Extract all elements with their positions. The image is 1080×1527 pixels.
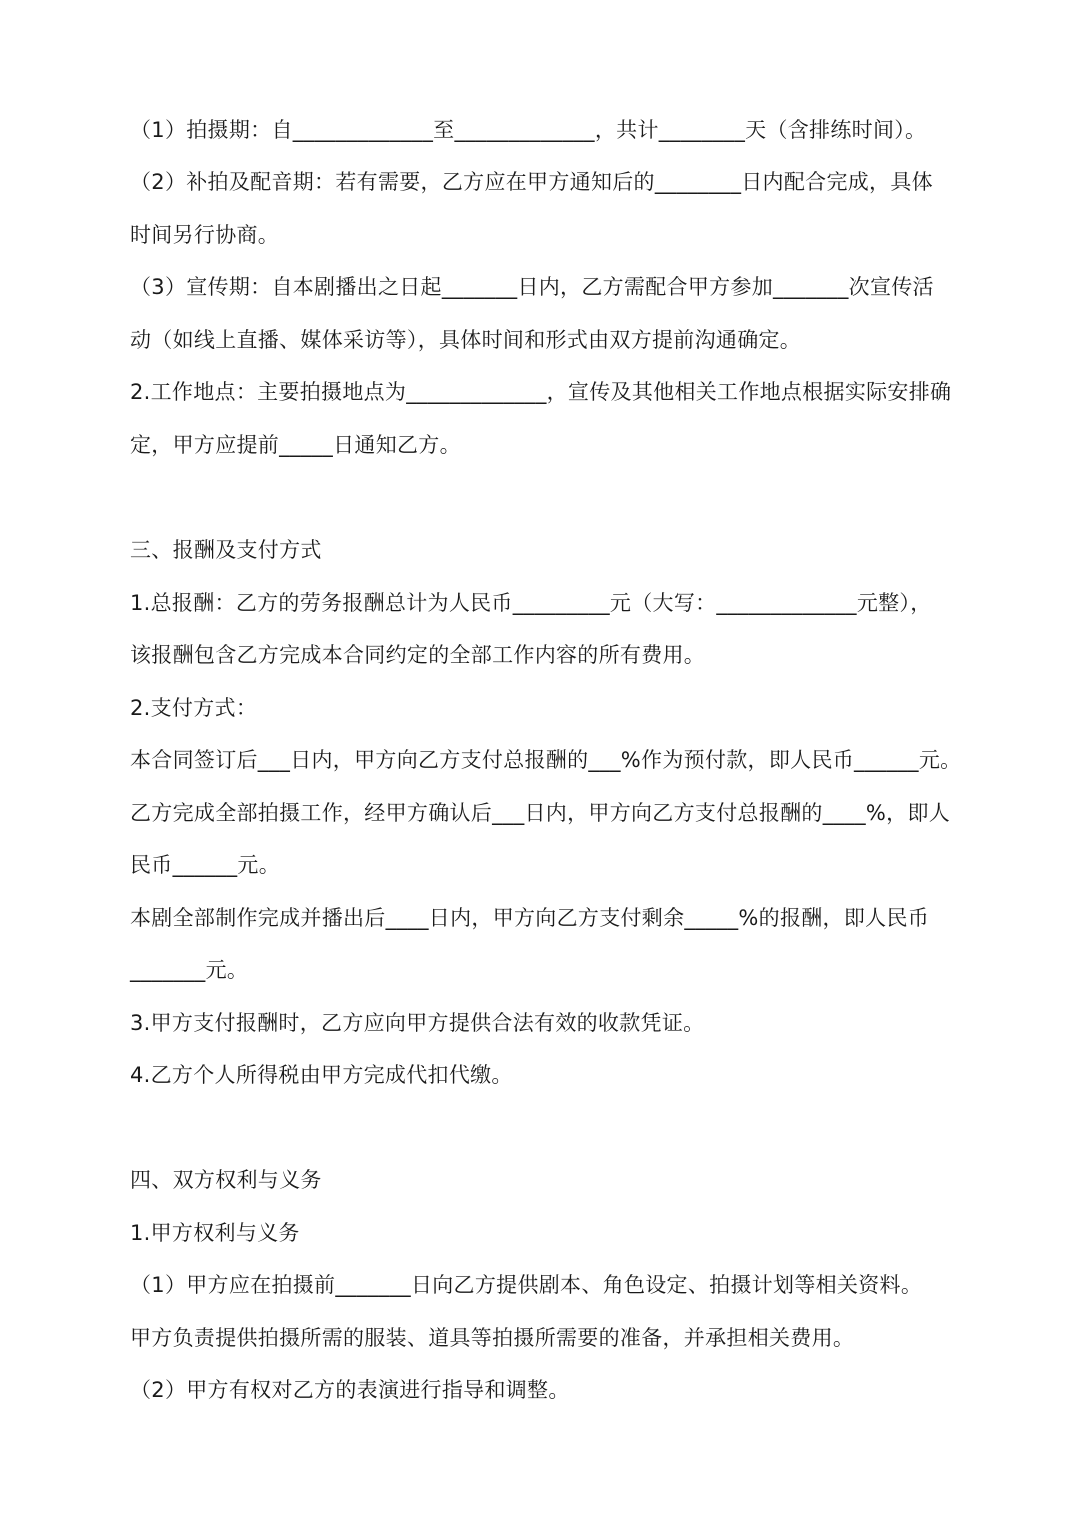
income-tax-line: 4.乙方个人所得税由甲方完成代扣代缴。 (130, 1063, 513, 1087)
receipt-voucher-line: 3.甲方支付报酬时，乙方应向甲方提供合法有效的收款凭证。 (130, 1011, 705, 1035)
reshoot-dubbing-line-1: （2）补拍及配音期：若有需要，乙方应在甲方通知后的________日内配合完成，具体 (130, 170, 933, 194)
promotion-period-line-2: 动（如线上直播、媒体采访等），具体时间和形式由双方提前沟通确定。 (130, 328, 802, 352)
payment-method-label: 2.支付方式： (130, 696, 258, 720)
party-a-rights-heading: 1.甲方权利与义务 (130, 1221, 300, 1245)
final-payment-line-2: _______元。 (130, 958, 249, 982)
party-a-duty-line-2: 甲方负责提供拍摄所需的服装、道具等拍摄所需要的准备，并承担相关费用。 (130, 1326, 855, 1350)
shooting-period-line: （1）拍摄期：自_____________至_____________，共计________天（含排练时间）。 (130, 118, 927, 142)
party-a-duty-line-1: （1）甲方应在拍摄前_______日向乙方提供剧本、角色设定、拍摄计划等相关资料。 (130, 1273, 923, 1297)
work-location-line-2: 定，甲方应提前_____日通知乙方。 (130, 433, 461, 457)
work-location-line-1: 2.工作地点：主要拍摄地点为_____________，宣传及其他相关工作地点根据实际安排确 (130, 380, 952, 404)
second-payment-line-1: 乙方完成全部拍摄工作，经甲方确认后___日内，甲方向乙方支付总报酬的____%，即人 (130, 801, 951, 825)
promotion-period-line-1: （3）宣传期：自本剧播出之日起_______日内，乙方需配合甲方参加_______次宣传活 (130, 275, 934, 299)
section-four-heading: 四、双方权利与义务 (130, 1168, 322, 1192)
second-payment-line-2: 民币______元。 (130, 853, 280, 877)
total-remuneration-line-1: 1.总报酬：乙方的劳务报酬总计为人民币_________元（大写：_____________元整）， (130, 591, 932, 615)
advance-payment-line: 本合同签订后___日内，甲方向乙方支付总报酬的___%作为预付款，即人民币______元。 (130, 748, 962, 772)
final-payment-line-1: 本剧全部制作完成并播出后____日内，甲方向乙方支付剩余_____%的报酬，即人民币 (130, 906, 930, 930)
reshoot-dubbing-line-2: 时间另行协商。 (130, 223, 280, 247)
section-three-heading: 三、报酬及支付方式 (130, 538, 322, 562)
total-remuneration-line-2: 该报酬包含乙方完成本合同约定的全部工作内容的所有费用。 (130, 643, 706, 667)
party-a-right-line: （2）甲方有权对乙方的表演进行指导和调整。 (130, 1378, 570, 1402)
